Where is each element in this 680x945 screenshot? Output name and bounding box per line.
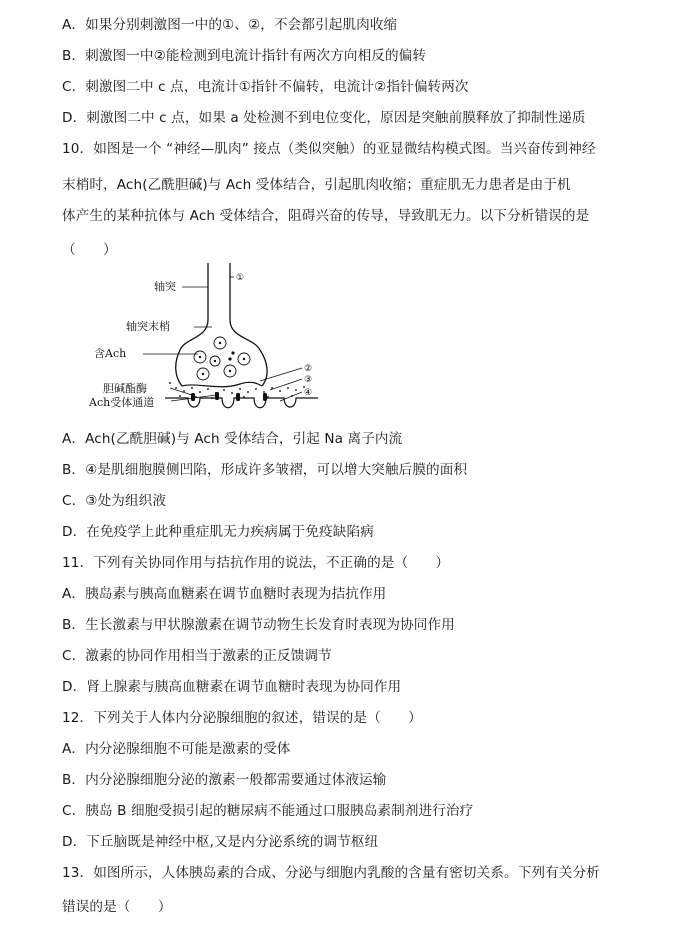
neuromuscular-junction-figure: [70, 258, 350, 423]
q9-option-d: D．刺激图二中 c 点，如果 a 处检测不到电位变化，原因是突触前膜释放了抑制性递质: [62, 110, 586, 126]
q12-stem: 12．下列关于人体内分泌腺细胞的叙述，错误的是（ ）: [62, 710, 422, 726]
q12-option-b: B．内分泌腺细胞分泌的激素一般都需要通过体液运输: [62, 772, 387, 788]
q10-stem-line2: 末梢时，Ach(乙酰胆碱)与 Ach 受体结合，引起肌肉收缩；重症肌无力患者是由于机: [62, 177, 571, 193]
q11-stem: 11．下列有关协同作用与拮抗作用的说法，不正确的是（ ）: [62, 555, 450, 571]
label-number-2: ②: [304, 364, 313, 374]
q10-option-a: A．Ach(乙酰胆碱)与 Ach 受体结合，引起 Na 离子内流: [62, 431, 403, 447]
q12-option-d: D．下丘脑既是神经中枢,又是内分泌系统的调节枢纽: [62, 834, 379, 850]
q11-option-c: C．激素的协同作用相当于激素的正反馈调节: [62, 648, 332, 664]
axon-left-wall: [176, 263, 208, 386]
label-number-3: ③: [304, 375, 313, 385]
q12-option-a: A．内分泌腺细胞不可能是激素的受体: [62, 741, 291, 757]
q9-option-b: B．刺激图一中②能检测到电流计指针有两次方向相反的偏转: [62, 48, 427, 64]
label-ach-receptor-channel: Ach受体通道: [89, 396, 155, 409]
q12-option-c: C．胰岛 B 细胞受损引起的糖尿病不能通过口服胰岛素制剂进行治疗: [62, 803, 474, 819]
label-cholinesterase: 胆碱酯酶: [103, 382, 147, 395]
q9-option-a: A．如果分别刺激图一中的①、②，不会都引起肌肉收缩: [62, 17, 398, 33]
q10-answer-blank: （ ）: [62, 242, 117, 258]
q9-option-c: C．刺激图二中 c 点，电流计①指针不偏转，电流计②指针偏转两次: [62, 79, 469, 95]
q11-option-d: D．肾上腺素与胰高血糖素在调节血糖时表现为协同作用: [62, 679, 402, 695]
q10-stem-line3: 体产生的某种抗体与 Ach 受体结合，阻碍兴奋的传导，导致肌无力。以下分析错误的是: [62, 208, 590, 224]
label-number-1: ①: [236, 273, 245, 283]
q13-stem-line1: 13．如图所示，人体胰岛素的合成、分泌与细胞内乳酸的含量有密切关系。下列有关分析: [62, 865, 600, 881]
label-number-4: ④: [304, 388, 313, 398]
label-ach-vesicle: 含Ach: [94, 347, 127, 360]
q10-option-c: C．③处为组织液: [62, 493, 167, 509]
label-axon: 轴突: [154, 280, 176, 293]
q13-stem-line2: 错误的是（ ）: [62, 899, 172, 915]
q11-option-a: A．胰岛素与胰高血糖素在调节血糖时表现为拮抗作用: [62, 586, 387, 602]
presynaptic-membrane: [182, 382, 262, 386]
postsynaptic-membrane: [165, 398, 318, 408]
q11-option-b: B．生长激素与甲状腺激素在调节动物生长发育时表现为协同作用: [62, 617, 455, 633]
label-axon-terminal: 轴突末梢: [126, 320, 170, 333]
q10-option-b: B．④是肌细胞膜侧凹陷，形成许多皱褶，可以增大突触后膜的面积: [62, 462, 468, 478]
q10-option-d: D．在免疫学上此种重症肌无力疾病属于免疫缺陷病: [62, 524, 374, 540]
q10-stem-line1: 10．如图是一个 “神经—肌肉” 接点（类似突触）的亚显微结构模式图。当兴奋传到神经: [62, 141, 596, 157]
leader-lines: [143, 277, 302, 401]
